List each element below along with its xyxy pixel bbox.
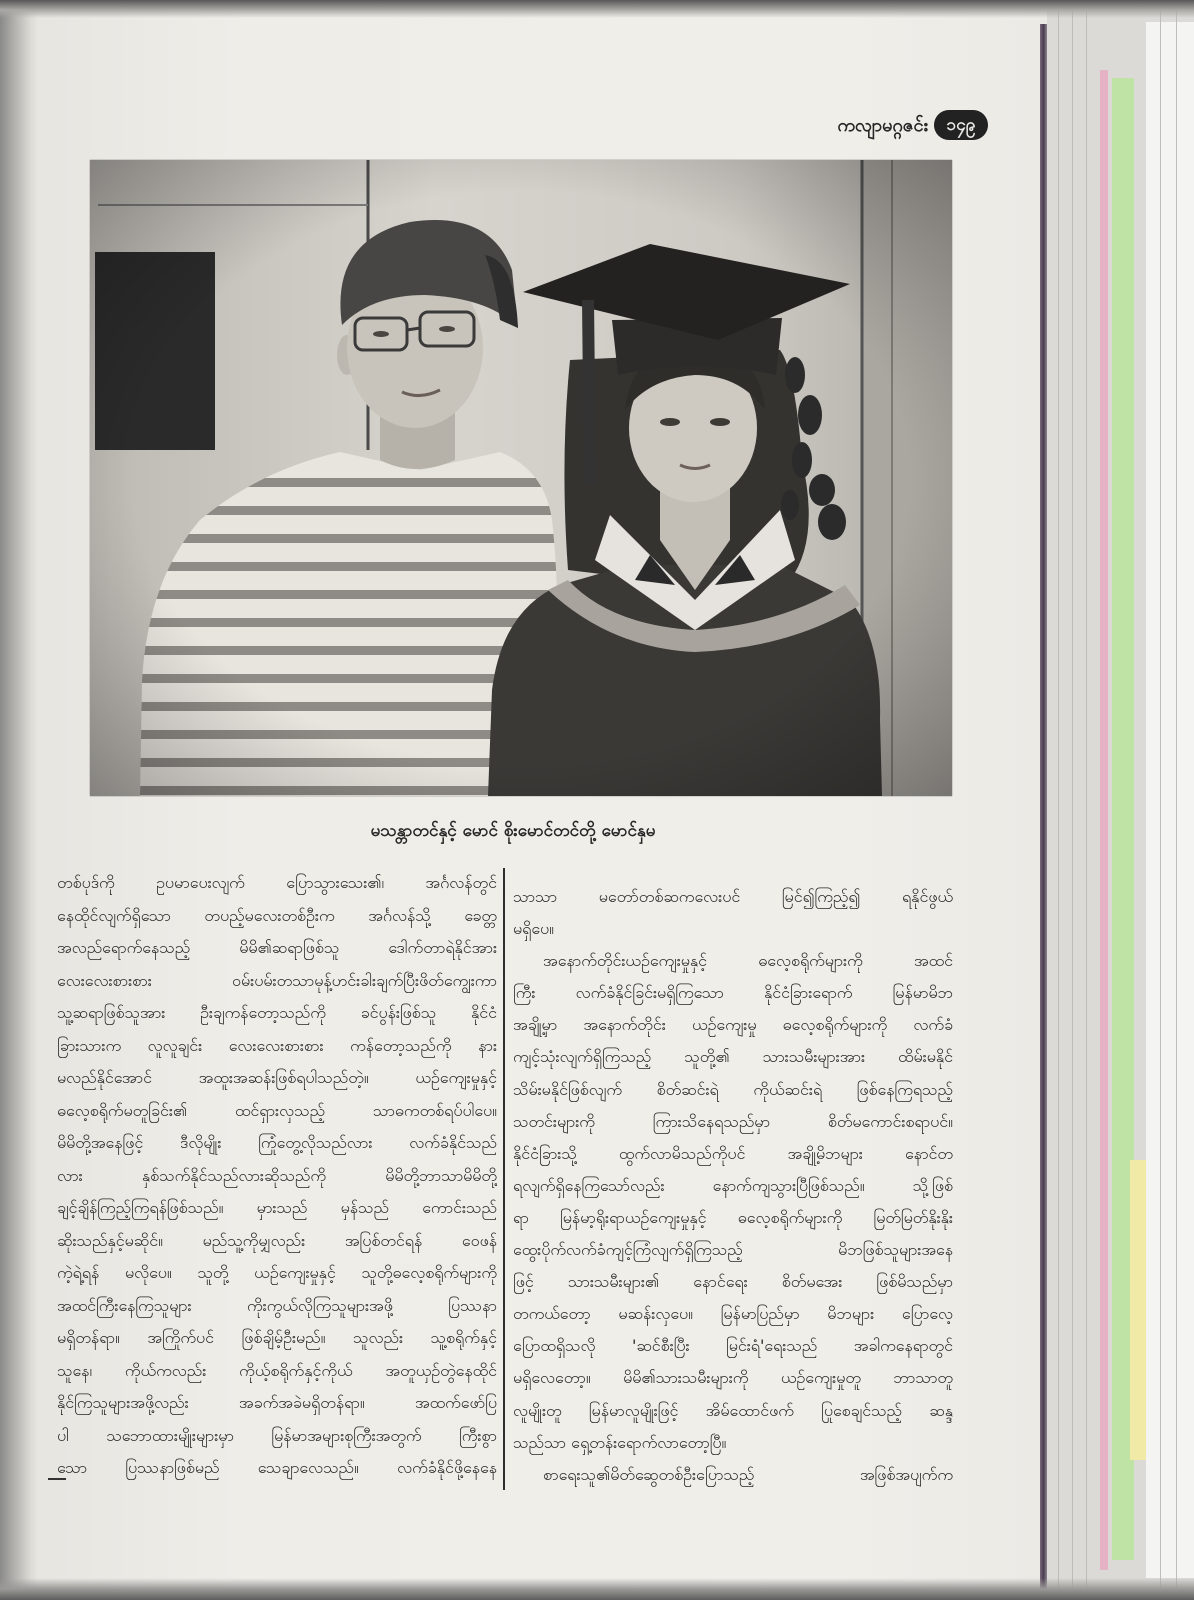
text-line: အချို့မှာ အနောက်တိုင်း ယဉ်ကျေးမှု ဓလေ့စရိုက်များကို လက်ခံ — [513, 1015, 953, 1035]
text-line: မရှိတန်ရာ။ အကြိုက်ပင် ဖြစ်ချိမ့်ဦးမည်။ သူလည်း သူ့စရိုက်နှင့် — [57, 1328, 497, 1347]
stack-edge-line — [1072, 10, 1073, 1590]
text-line: သူ့ဆရာဖြစ်သူအား ဦးချကန်တော့သည်ကို ခင်ပွန်းဖြစ်သူ နိုင်ငံ — [57, 1003, 497, 1022]
text-line: နိုင်ကြသူများအဖို့လည်း အခက်အခဲမရှိတန်ရာ။ အထက်ဖော်ပြ — [57, 1393, 497, 1412]
text-line: ခြားသားက လူလူချင်း လေးလေးစားစား ကန်တော့သည်ကို နား — [57, 1035, 497, 1055]
text-line: မလည်နိုင်အောင် အထူးအဆန်းဖြစ်ရပါသည်တဲ့။ ယဉ်ကျေးမှုနှင့် — [57, 1068, 497, 1087]
scan-shadow-bottom — [0, 1578, 1194, 1600]
stack-edge-line — [1160, 10, 1161, 1590]
scan-shadow-top — [0, 0, 1194, 18]
page-edge — [1040, 24, 1047, 1590]
page-number-badge: ၁၄၉ — [934, 110, 988, 140]
text-line: သည်သာ ရှေ့တန်းရောက်လာတော့ပြီ။ — [513, 1432, 727, 1452]
text-line: ထွေးပိုက်လက်ခံကျင့်ကြံလျက်ရှိကြသည့် မိဘဖြစ်သူများအနေ — [513, 1240, 953, 1260]
footer-dash — [48, 1478, 66, 1480]
stack-edge-line — [1176, 10, 1177, 1590]
text-line: ကြီး လက်ခံနိုင်ခြင်းမရှိကြသော နိုင်ငံခြားရောက် မြန်မာမိဘ — [513, 983, 953, 1003]
stack-edge-line — [1086, 10, 1087, 1590]
text-line: သာသာ မတော်တစ်ဆကလေးပင် မြင်၍ကြည့်၍ ရနိုင်ဖွယ် — [513, 887, 953, 906]
text-line: တကယ်တော့ မဆန်းလှပေ။ မြန်မာပြည်မှာ မိဘများ ပြောလေ့ — [513, 1304, 953, 1324]
stack-edge-line — [1058, 10, 1059, 1590]
text-line: နိုင်ငံခြားသို့ ထွက်လာမိသည်ကိုပင် အချို့မိဘများ နောင်တ — [513, 1143, 953, 1163]
text-line: ကဲ့ရဲ့ရန် မလိုပေ။ သူတို့ ယဉ်ကျေးမှုနှင့် သူတို့ဓလေ့စရိုက်များကို — [57, 1263, 497, 1282]
text-line: မရှိလေတော့။ မိမိ၏သားသမီးများကို ယဉ်ကျေးမှုတူ ဘာသာတူ — [513, 1368, 953, 1388]
photo-image — [90, 160, 952, 796]
text-line: သော ပြဿနာဖြစ်မည် သေချာလေသည်။ လက်ခံနိုင်ဖို့နေနေ — [57, 1458, 497, 1477]
text-line: လား နှစ်သက်နိုင်သည်လားဆိုသည်ကို မိမိတို့ဘာသာမိမိတို့ — [57, 1165, 497, 1185]
text-line: ချင့်ချိန်ကြည့်ကြရန်ဖြစ်သည်။ မှားသည် မှန်သည် ကောင်းသည် — [57, 1198, 497, 1217]
article-photo — [90, 160, 952, 796]
stack-white-edge — [1146, 22, 1194, 1578]
text-line: ရာ မြန်မာ့ရိုးရာယဉ်ကျေးမှုနှင့် ဓလေ့စရိုက်များကို မြတ်မြတ်နိုးနိုး — [513, 1207, 953, 1227]
text-line: ကျင့်သုံးလျက်ရှိကြသည့် သူတို့၏ သားသမီးများအား ထိမ်းမနိုင် — [513, 1047, 953, 1067]
article-column-right — [513, 881, 953, 1491]
text-line: ပါ သဘောထားမျိုးများမှာ မြန်မာအများစုကြီးအတွက် ကြီးစွာ — [57, 1425, 497, 1445]
scan-shadow-left — [0, 0, 38, 1600]
text-line: ဖြင့် သားသမီးများ၏ နောင်ရေး စိတ်မအေး ဖြစ်မိသည်မှာ — [513, 1272, 953, 1292]
page-tab-yellow — [1130, 1160, 1146, 1460]
text-line: ဓလေ့စရိုက်မတူခြင်း၏ ထင်ရှားလှသည့် သာဓကတစ်ရပ်ပါပေ။ — [57, 1100, 497, 1120]
text-line: သိမ်းမနိုင်ဖြစ်လျက် စိတ်ဆင်းရဲ ကိုယ်ဆင်းရဲ ဖြစ်နေကြရသည့် — [513, 1079, 953, 1099]
text-line: အလည်ရောက်နေသည့် မိမိ၏ဆရာဖြစ်သူ ဒေါက်တာရဲနိုင်အား — [57, 938, 497, 957]
magazine-name: ကလျာမဂ္ဂဇင်း — [837, 115, 928, 136]
text-line: ဆိုးသည်နှင့်မဆိုင်။ မည်သူ့ကိုမျှလည်း အပြစ်တင်ရန် ဝေဖန် — [57, 1230, 497, 1250]
text-line: လူမျိုးတူ မြန်မာလူမျိုးဖြင့် အိမ်ထောင်ဖက် ပြုစေချင်သည့် ဆန္ဒ — [513, 1400, 953, 1420]
text-line: ပြောထရှိသလို 'ဆင်စီးပြီး မြင်းရံ'ရေးသည် အခါကနေရာတွင် — [513, 1336, 953, 1356]
text-line: သတင်းများကို ကြားသိနေရသည်မှာ စိတ်မကောင်းစရာပင်။ — [513, 1111, 953, 1131]
text-line: ရလျက်ရှိနေကြသော်လည်း နောက်ကျသွားပြီဖြစ်သည်။ သို့ဖြစ် — [513, 1175, 953, 1195]
page-tab-pink — [1100, 70, 1108, 1570]
text-line: မရှိပေ။ — [513, 919, 554, 939]
text-line: သူနေ၊ ကိုယ်ကလည်း ကိုယ့်စရိုက်နှင့်ကိုယ် အတူယှဉ်တွဲနေထိုင် — [57, 1360, 497, 1380]
text-line: အထင်ကြီးနေကြသူများ ကိုးကွယ်လိုကြသူများအဖို့ ပြဿနာ — [57, 1295, 497, 1315]
text-line: လေးလေးစားစား ဝမ်းပမ်းတသာမုန့်ဟင်းခါးချက်ပြီးဖိတ်ကျွေးကာ — [57, 970, 497, 990]
text-line: တစ်ပုဒ်ကို ဥပမာပေးလျက် ပြောသွားသေး၏၊ အင်္ဂလန်တွင် — [57, 873, 497, 892]
article-column-left — [57, 867, 497, 1485]
text-line: မိမိတို့အနေဖြင့် ဒီလိုမျိုး ကြုံတွေ့လိုသည်လား လက်ခံနိုင်သည် — [57, 1133, 497, 1152]
text-line: နေထိုင်လျက်ရှိသော တပည့်မလေးတစ်ဦးက အင်္ဂလန်သို့ ခေတ္တ — [57, 905, 497, 925]
text-line: စာရေးသူ၏မိတ်ဆွေတစ်ဦးပြောသည့် အဖြစ်အပျက်က — [543, 1464, 953, 1484]
text-line: အနောက်တိုင်းယဉ်ကျေးမှုနှင့် ဓလေ့စရိုက်များကို အထင် — [543, 951, 953, 971]
column-divider — [503, 868, 505, 1490]
photo-caption: မသန္တာတင်နှင့် မောင် စိုးမောင်တင်တို့ မောင်နှမ — [370, 821, 656, 841]
